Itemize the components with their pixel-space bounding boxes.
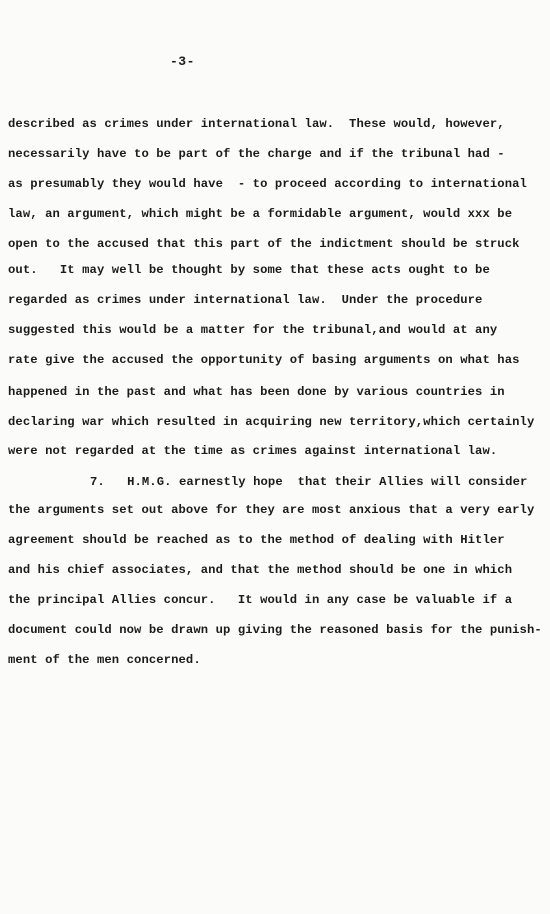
text-line: out. It may well be thought by some that these acts ought to be <box>8 263 490 277</box>
text-line: suggested this would be a matter for the tribunal,and would at any <box>8 323 498 337</box>
text-line: regarded as crimes under international law. Under the procedure <box>8 293 483 307</box>
text-line: described as crimes under international law. These would, however, <box>8 117 505 131</box>
text-line: agreement should be reached as to the method of dealing with Hitler <box>8 533 505 547</box>
text-line: happened in the past and what has been done by various countries in <box>8 385 505 399</box>
text-line: ment of the men concerned. <box>8 653 201 667</box>
text-line: open to the accused that this part of the indictment should be struck <box>8 237 520 251</box>
text-line: document could now be drawn up giving the reasoned basis for the punish- <box>8 623 542 637</box>
text-line: declaring war which resulted in acquiring new territory,which certainly <box>8 415 535 429</box>
page-number: -3- <box>170 54 195 69</box>
text-line: were not regarded at the time as crimes against international law. <box>8 444 498 458</box>
text-line: the principal Allies concur. It would in any case be valuable if a <box>8 593 513 607</box>
paragraph-7-first-line: 7. H.M.G. earnestly hope that their Allies will consider <box>90 475 528 489</box>
text-line: and his chief associates, and that the method should be one in which <box>8 563 513 577</box>
text-line: law, an argument, which might be a formidable argument, would xxx be <box>8 207 513 221</box>
text-line: rate give the accused the opportunity of basing arguments on what has <box>8 353 520 367</box>
text-line: the arguments set out above for they are most anxious that a very early <box>8 503 535 517</box>
text-line: as presumably they would have - to proceed according to international <box>8 177 527 191</box>
text-line: necessarily have to be part of the charge and if the tribunal had - <box>8 147 505 161</box>
